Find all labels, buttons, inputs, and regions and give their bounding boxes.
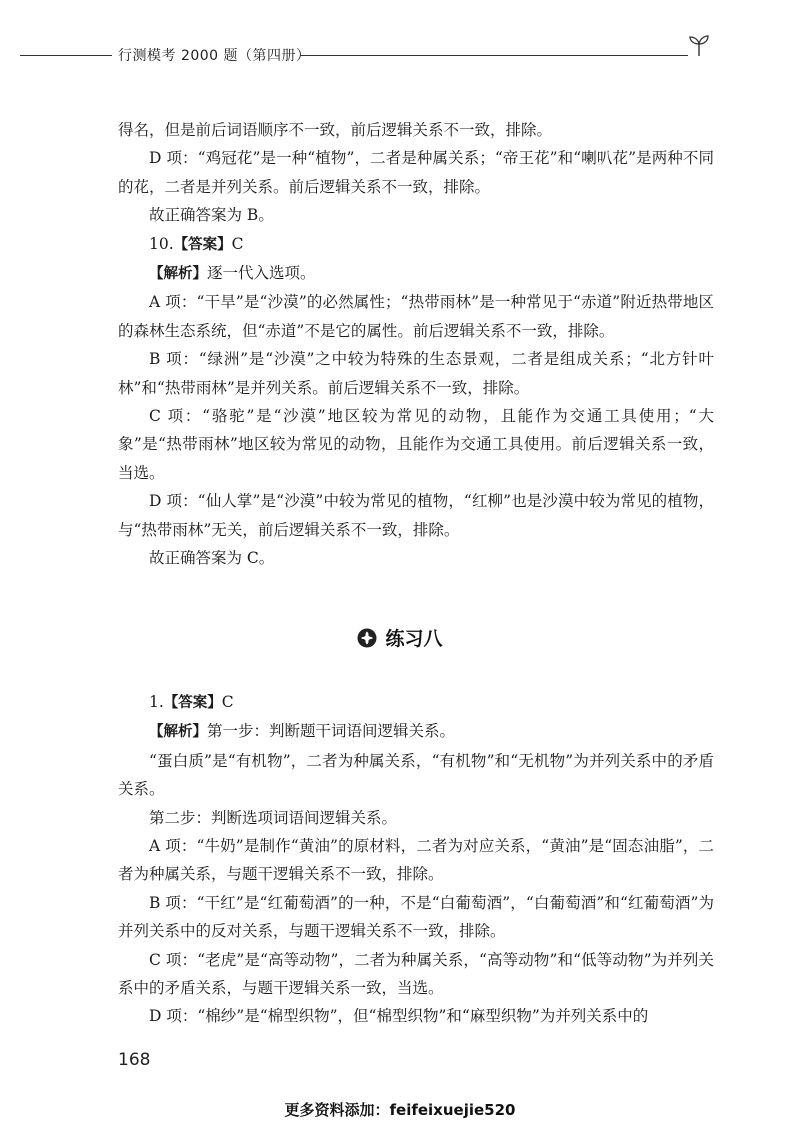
answer-content-top <box>118 116 714 573</box>
header-rule-right <box>300 55 688 56</box>
question-1-answer <box>118 688 714 717</box>
paragraph: B 项：“绿洲”是“沙漠”之中较为特殊的生态景观，二者是组成关系；“北方针叶林”和“热带雨林”是并列关系。前后逻辑关系不一致，排除。 <box>118 350 714 397</box>
paragraph: B 项：“干红”是“红葡萄酒”的一种，不是“白葡萄酒”，“白葡萄酒”和“红葡萄酒”为并列关系中的反对关系，与题干逻辑关系不一致，排除。 <box>118 893 714 941</box>
paragraph: D 项：“鸡冠花”是一种“植物”，二者是种属关系；“帝王花”和“喇叭花”是两种不同的花，二者是并列关系。前后逻辑关系不一致，排除。 <box>118 149 714 196</box>
answer-tag: 【答案】 <box>163 695 222 711</box>
analysis-tag: 【解析】 <box>149 266 207 283</box>
header-rule-left <box>20 55 112 56</box>
paragraph: 故正确答案为 B。 <box>149 206 274 225</box>
analysis-text: 逐一代入选项。 <box>207 264 316 283</box>
answer-tag: 【答案】 <box>173 236 232 253</box>
answer-value: C <box>231 234 244 253</box>
section-title: 练习八 <box>385 628 443 650</box>
paragraph: C 项：“老虎”是“高等动物”，二者为种属关系，“高等动物”和“低等动物”为并列关系中的矛盾关系，与题干逻辑关系一致，当选。 <box>118 950 714 998</box>
header-title: 行测模考 2000 题（第四册） <box>118 48 311 64</box>
sprout-icon <box>686 32 712 58</box>
question-10-answer <box>118 230 714 259</box>
answer-content-bottom <box>118 688 714 1031</box>
paragraph: A 项：“牛奶”是制作“黄油”的原材料，二者为对应关系，“黄油”是“固态油脂”，二者为种属关系，与题干逻辑关系不一致，排除。 <box>118 837 714 884</box>
question-10-analysis <box>118 259 714 288</box>
page-number: 168 <box>118 1050 151 1070</box>
running-header <box>0 42 800 66</box>
question-1-analysis <box>118 717 714 746</box>
flower-icon <box>357 628 377 648</box>
paragraph: 故正确答案为 C。 <box>149 549 275 568</box>
analysis-text: 第一步：判断题干词语间逻辑关系。 <box>207 722 456 741</box>
paragraph: 第二步：判断选项词语间逻辑关系。 <box>149 808 398 827</box>
paragraph: “蛋白质”是“有机物”，二者为种属关系，“有机物”和“无机物”为并列关系中的矛盾关系。 <box>118 751 714 799</box>
question-number: 1. <box>149 693 164 711</box>
paragraph: 得名，但是前后词语顺序不一致，前后逻辑关系不一致，排除。 <box>118 121 553 139</box>
footer-note: 更多资料添加：feifeixuejie520 <box>284 1101 516 1119</box>
analysis-tag: 【解析】 <box>149 724 207 741</box>
paragraph: A 项：“干旱”是“沙漠”的必然属性；“热带雨林”是一种常见于“赤道”附近热带地区的森林生态系统，但“赤道”不是它的属性。前后逻辑关系不一致，排除。 <box>118 293 714 340</box>
question-number: 10. <box>149 234 174 253</box>
answer-value: C <box>221 693 234 711</box>
paragraph: D 项：“棉纱”是“棉型织物”，但“棉型织物”和“麻型织物”为并列关系中的 <box>149 1007 649 1026</box>
paragraph: C 项：“骆驼”是“沙漠”地区较为常见的动物，且能作为交通工具使用；“大象”是“热带雨林”地区较为常见的动物，且能作为交通工具使用。前后逻辑关系一致，当选。 <box>118 407 714 482</box>
paragraph: D 项：“仙人掌”是“沙漠”中较为常见的植物，“红柳”也是沙漠中较为常见的植物，与“热带雨林”无关，前后逻辑关系不一致，排除。 <box>118 492 714 539</box>
section-heading <box>0 624 800 651</box>
